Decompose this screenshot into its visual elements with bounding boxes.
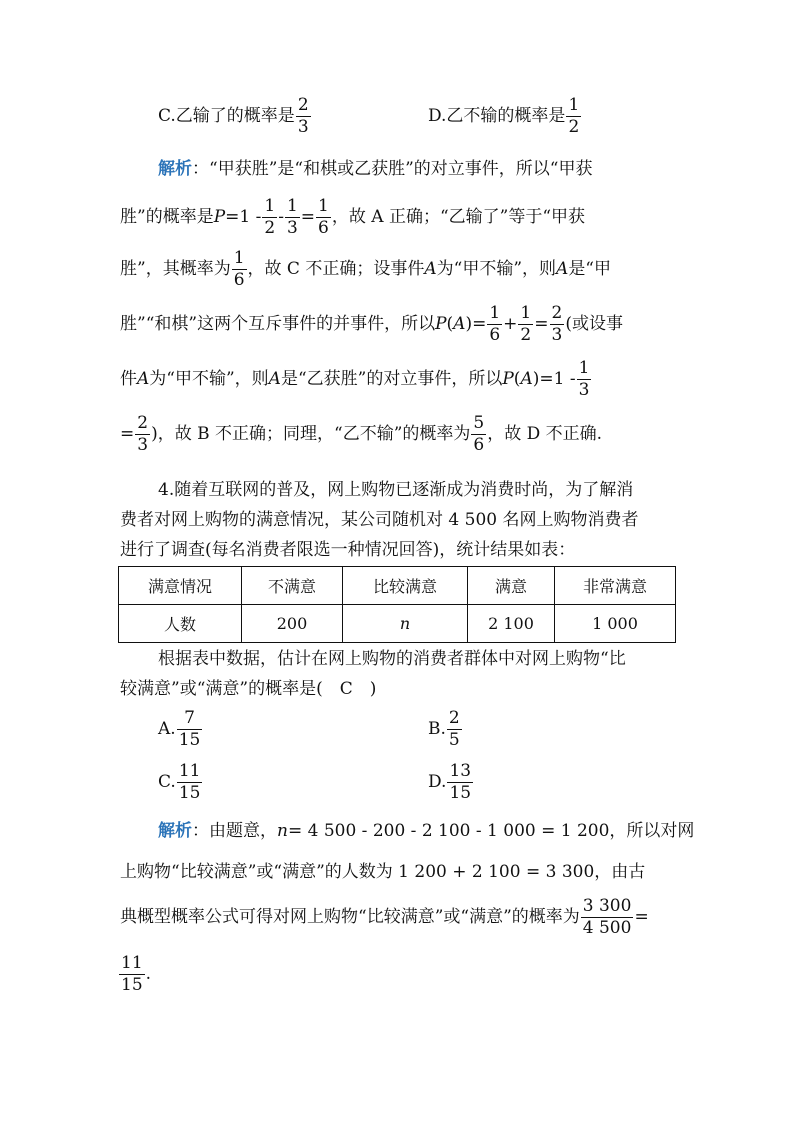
sol4-line-1: 解析：由题意，n= 4 500 - 200 - 2 100 - 1 000 = 1 200，所以对网 <box>158 821 695 841</box>
table-cell: 不满意 <box>242 567 343 605</box>
sol4-line-4: $\frac{11}{15}$ . <box>121 953 152 995</box>
sol3-line-1: 解析：“甲获胜”是“和棋或乙获胜”的对立事件，所以“甲获 <box>158 159 593 179</box>
table-cell: 非常满意 <box>555 567 676 605</box>
table-cell: 人数 <box>119 605 242 643</box>
table-cell: 比较满意 <box>343 567 468 605</box>
q3-option-c: C.乙输了的概率是 $\frac{2}{3}$ <box>158 95 309 137</box>
sol3-line-2: 胜”的概率是P=1 - $\frac{1}{2}$ - $\frac{1}{3}$ = $\frac{1}{6}$ ，故 A 正确；“乙输了”等于“甲获 <box>120 196 586 238</box>
sol3-line-4: 胜”“和棋”这两个互斥事件的并事件，所以P(A)= $\frac{1}{6}$ + $\frac{1}{2}$ = $\frac{2}{3}$ (或设事 <box>120 303 623 345</box>
sol3-line-6: = $\frac{2}{3}$ )，故 B 不正确；同理，“乙不输”的概率为 $\frac{5}{6}$ ，故 D 不正确. <box>120 413 603 455</box>
sol4-line-3: 典概型概率公式可得对网上购物“比较满意”或“满意”的概率为 $\frac{3 300}{4 500}$ = <box>120 896 649 938</box>
table-header-row <box>119 567 676 605</box>
q4-option-d: D. $\frac{13}{15}$ <box>428 761 472 803</box>
solution-label: 解析 <box>158 821 192 841</box>
table-cell: 满意 <box>468 567 555 605</box>
q4-option-b: B. $\frac{2}{5}$ <box>428 708 460 750</box>
table-cell: 1 000 <box>555 605 676 643</box>
q4-line-5: 较满意”或“满意”的概率是( C ) <box>120 679 377 699</box>
table-cell: 200 <box>242 605 343 643</box>
q4-line-4: 根据表中数据，估计在网上购物的消费者群体中对网上购物“比 <box>158 649 626 669</box>
table-cell: n <box>343 605 468 643</box>
q4-option-a: A. $\frac{7}{15}$ <box>158 708 201 750</box>
q4-line-2: 费者对网上购物的满意情况，某公司随机对 4 500 名网上购物消费者 <box>120 510 639 530</box>
table-row <box>119 605 676 643</box>
survey-table <box>118 566 676 643</box>
solution-label: 解析 <box>158 159 192 179</box>
table-cell: 2 100 <box>468 605 555 643</box>
fraction: $\frac{1}{2}$ <box>568 95 580 137</box>
table-cell: 满意情况 <box>119 567 242 605</box>
q3-option-d: D.乙不输的概率是 $\frac{1}{2}$ <box>428 95 580 137</box>
q4-option-c: C. $\frac{11}{15}$ <box>158 761 201 803</box>
sol3-line-5: 件A为“甲不输”，则A是“乙获胜”的对立事件，所以P(A)=1 - $\frac{1}{3}$ <box>120 358 590 400</box>
q4-line-1: 4.随着互联网的普及，网上购物已逐渐成为消费时尚，为了解消 <box>158 480 634 500</box>
sol4-line-2: 上购物“比较满意”或“满意”的人数为 1 200 + 2 100 = 3 300，由古 <box>120 862 646 882</box>
sol3-line-3: 胜”，其概率为 $\frac{1}{6}$ ，故 C 不正确；设事件A为“甲不输”，则A是“甲 <box>120 248 612 290</box>
fraction: $\frac{2}{3}$ <box>297 95 309 137</box>
q4-line-3: 进行了调查(每名消费者限选一种情况回答)，统计结果如表： <box>120 540 576 560</box>
